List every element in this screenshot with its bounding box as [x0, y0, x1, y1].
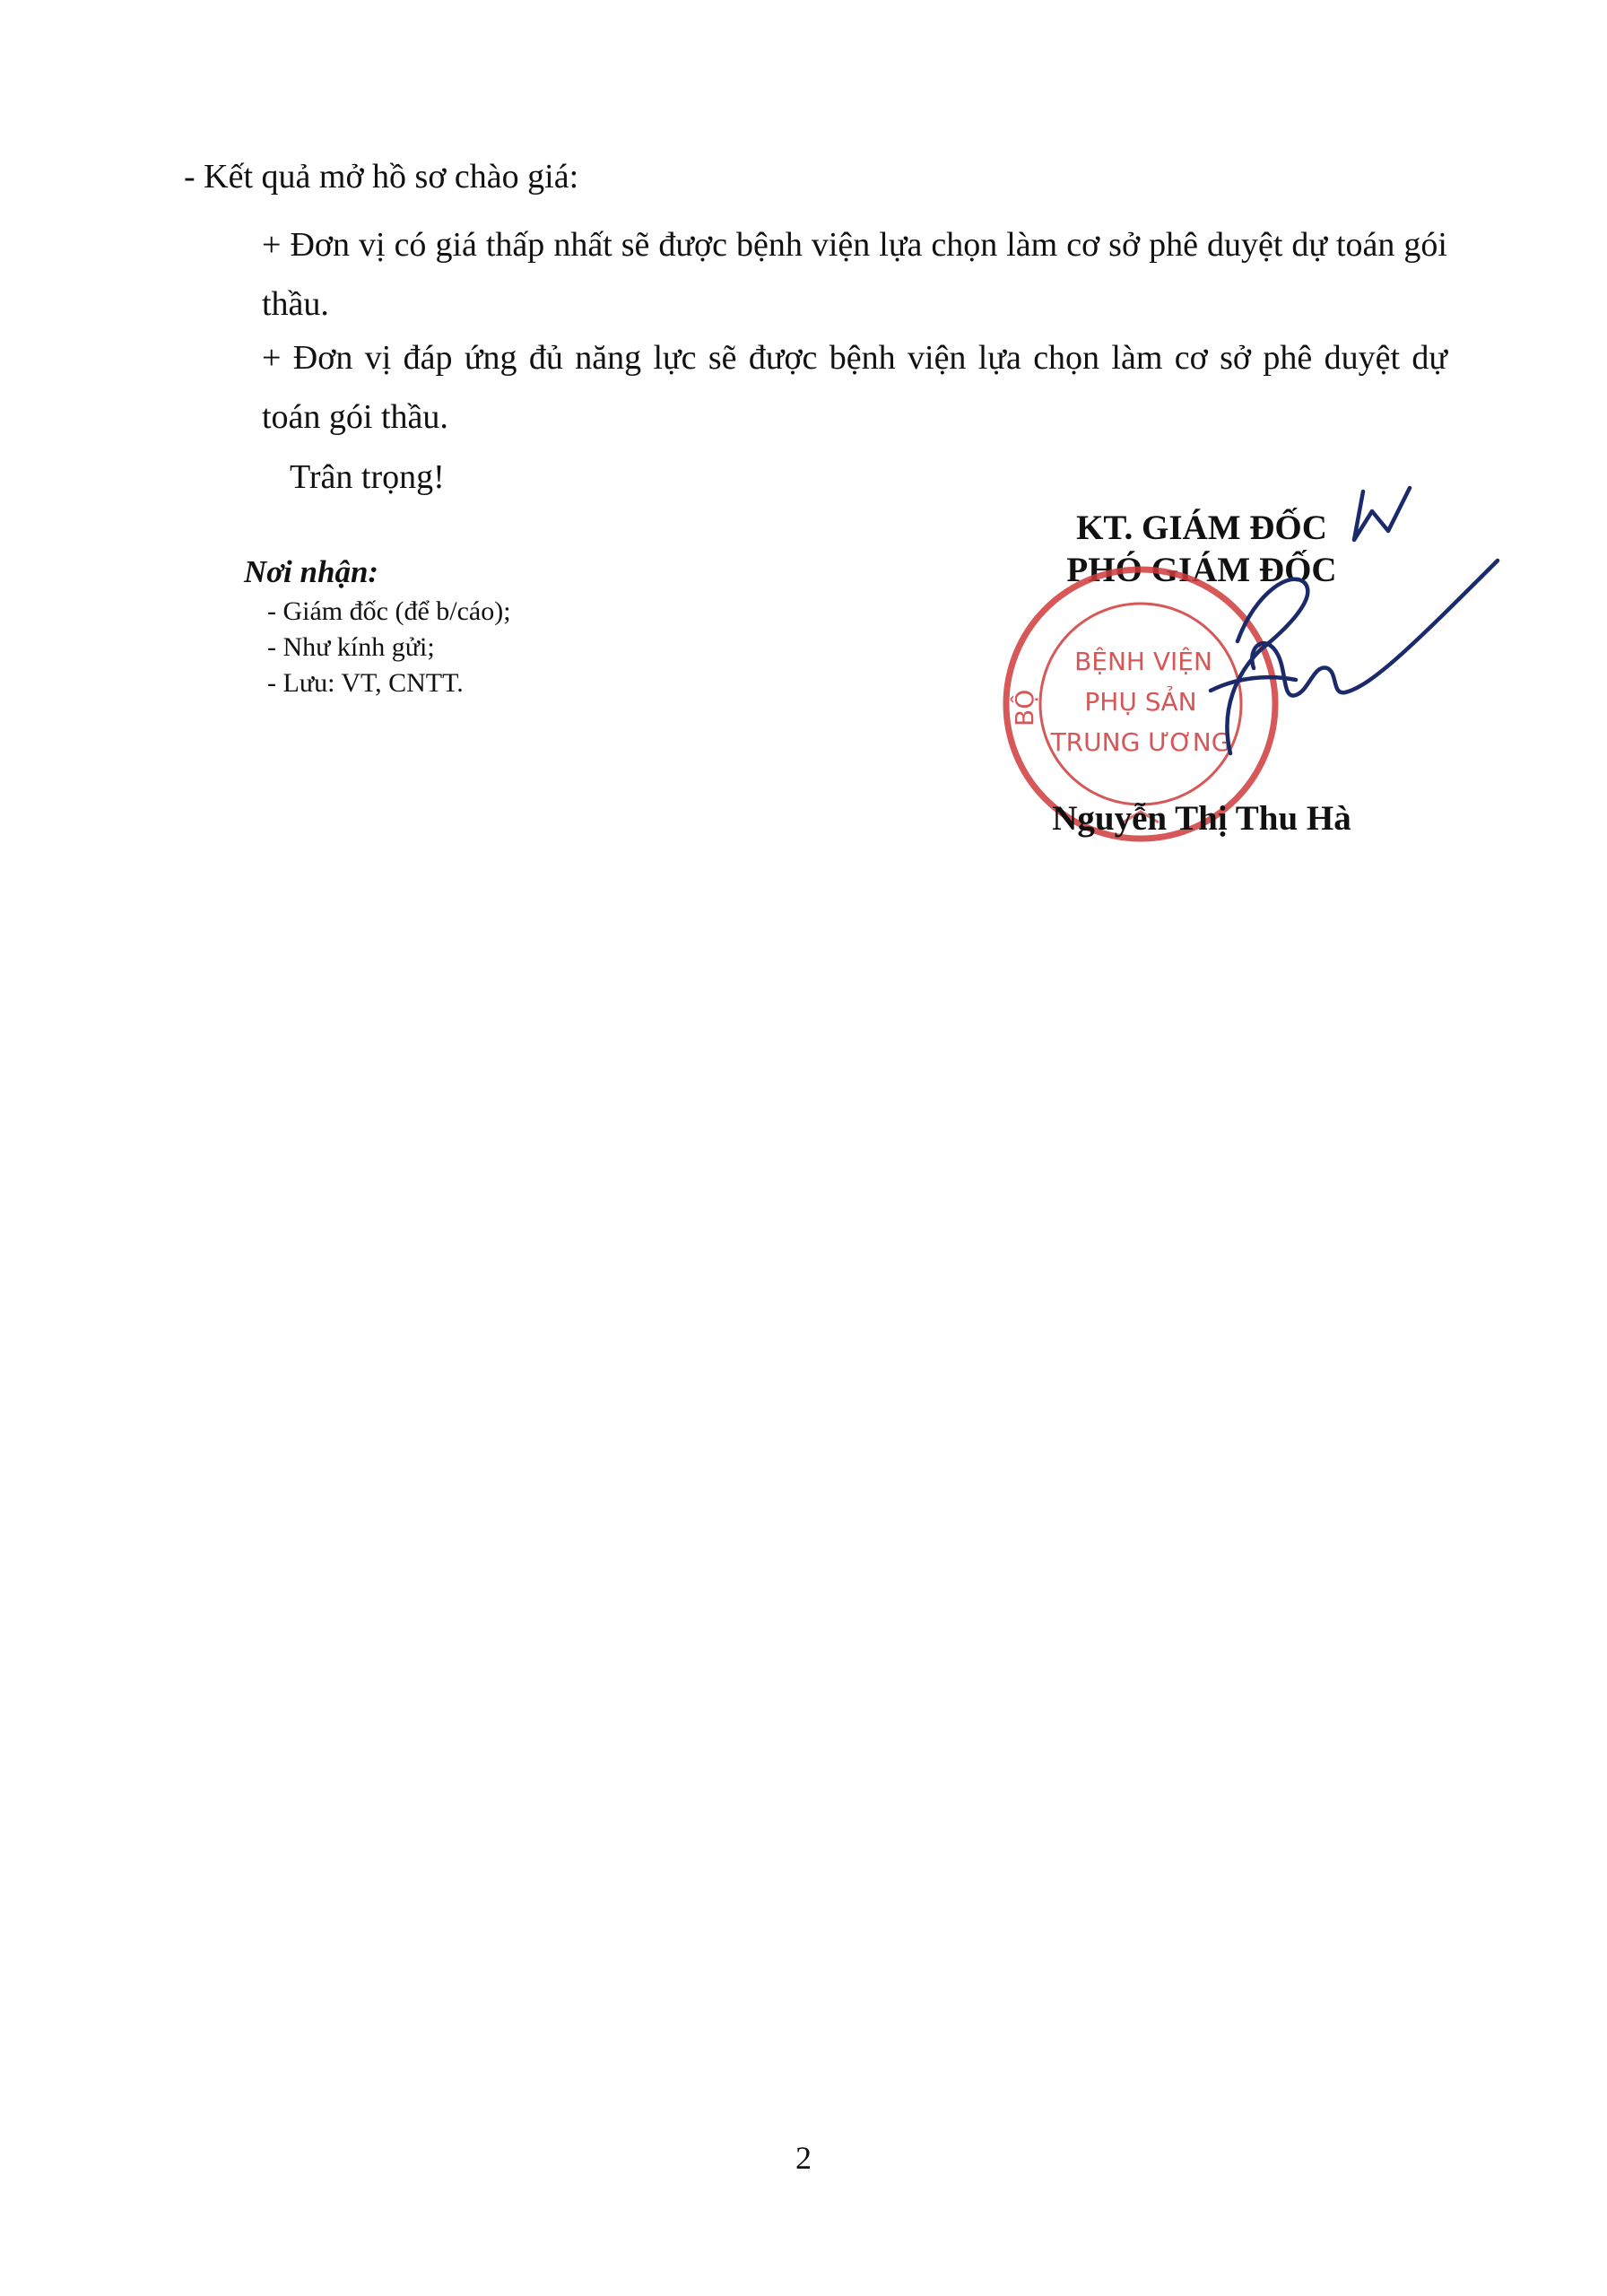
- recipient-item: - Như kính gửi;: [267, 632, 435, 663]
- section-heading: - Kết quả mở hồ sơ chào giá:: [184, 158, 579, 196]
- recipient-item: - Lưu: VT, CNTT.: [267, 668, 464, 699]
- recipient-item: - Giám đốc (để b/cáo);: [267, 596, 511, 627]
- page-number: 2: [795, 2140, 812, 2176]
- stamp-top-text: BỘ: [1010, 689, 1039, 726]
- stamp-line-1: BỆNH VIỆN: [1074, 647, 1212, 676]
- bullet-item-capacity: + Đơn vị đáp ứng đủ năng lực sẽ được bệnh viện lựa chọn làm cơ sở phê duyệt dự toán gói thầu.: [262, 339, 1447, 436]
- recipients-list: [244, 594, 511, 701]
- closing-line: Trân trọng!: [290, 458, 445, 496]
- recipients-block: [244, 554, 511, 701]
- stamp-line-2: PHỤ SẢN: [1084, 687, 1197, 717]
- signature-title-line2: PHÓ GIÁM ĐỐC: [1066, 551, 1337, 589]
- handwritten-signature: [1103, 484, 1524, 771]
- recipients-title: Nơi nhận:: [244, 554, 379, 589]
- signature-title-line1: KT. GIÁM ĐỐC: [1076, 509, 1327, 547]
- signer-name: Nguyễn Thị Thu Hà: [1052, 799, 1351, 838]
- bullet-item-lowest-price: + Đơn vị có giá thấp nhất sẽ được bệnh viện lựa chọn làm cơ sở phê duyệt dự toán gói thầu.: [262, 226, 1447, 323]
- stamp-line-3: TRUNG ƯƠNG: [1050, 727, 1231, 757]
